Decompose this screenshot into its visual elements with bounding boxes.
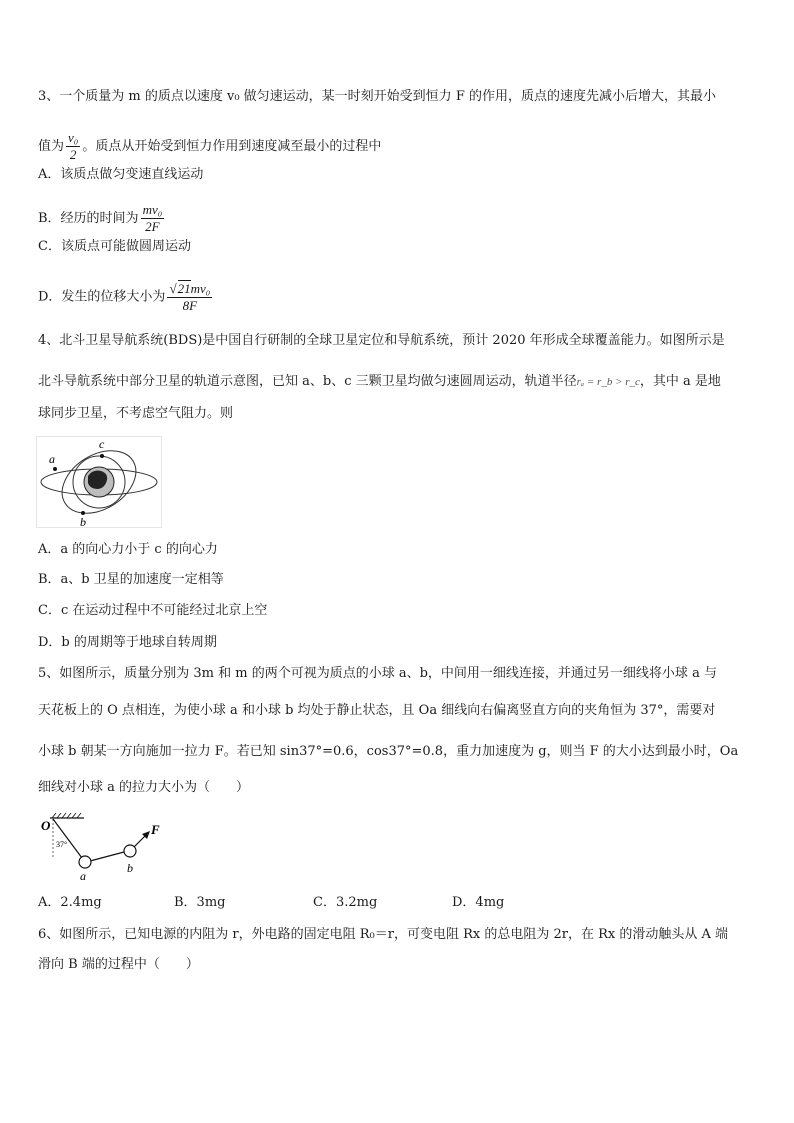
q3-line2-pre: 值为: [38, 139, 65, 154]
q5-option-b: B．3mg: [174, 895, 226, 910]
q3-option-b-num: mv₀: [142, 202, 163, 217]
q4-stem-line3: 球同步卫星，不考虑空气阻力。则: [38, 406, 234, 421]
q5-stem-line4: 细线对小球 a 的拉力大小为（ ）: [38, 780, 250, 795]
q3-option-b: [38, 202, 166, 235]
q4-option-b: B．a、b 卫星的加速度一定相等: [38, 572, 224, 587]
q5-stem-line1: 5、如图所示，质量分别为 3m 和 m 的两个可视为质点的小球 a、b，中间用一细线连接，并通过另一细线将小球 a 与: [38, 666, 717, 681]
q4-option-c: C．c 在运动过程中不可能经过北京上空: [38, 603, 268, 618]
q3-option-b-den: 2F: [145, 219, 160, 234]
q6-stem-line1: 6、如图所示，已知电源的内阻为 r，外电路的固定电阻 R₀＝r，可变电阻 Rx 的总电阻为 2r，在 Rx 的滑动触头从 A 端: [38, 927, 729, 942]
q3-option-d-num-rest: mv₀: [190, 281, 211, 296]
q3-option-b-fraction: [141, 202, 165, 235]
q3-frac-den: 2: [69, 147, 77, 162]
q4-stem-line1: 4、北斗卫星导航系统(BDS)是中国自行研制的全球卫星定位和导航系统，预计 2020 年形成全球覆盖能力。如图所示是: [38, 333, 725, 348]
string-ab: [90, 852, 124, 861]
q5-option-a: A．2.4mg: [38, 895, 102, 910]
label-b: b: [80, 515, 86, 528]
label-O: O: [41, 818, 51, 833]
q3-option-d: [38, 280, 214, 314]
label-c: c: [99, 437, 105, 451]
q4-option-a: A．a 的向心力小于 c 的向心力: [38, 542, 218, 557]
q5-pendulum-diagram: [38, 812, 178, 884]
q3-option-c: C．该质点可能做圆周运动: [38, 239, 191, 254]
ceiling-hatch: [52, 813, 81, 818]
q3-frac-num: v₀: [68, 130, 79, 145]
q4-radius-relation: rₐ = r_b > r_c: [576, 376, 640, 388]
q5-stem-line3: 小球 b 朝某一方向施加一拉力 F。若已知 sin37°=0.6，cos37°=0.8，重力加速度为 g，则当 F 的大小达到最小时，Oa: [38, 744, 739, 759]
q4-line2-pre: 北斗导航系统中部分卫星的轨道示意图，已知 a、b、c 三颗卫星均做匀速圆周运动，轨道半径: [38, 374, 577, 389]
q4-stem-line2: [38, 373, 721, 391]
q4-orbit-diagram: [36, 436, 162, 528]
string-oa: [53, 819, 82, 858]
q3-option-d-pre: D．发生的位移大小为: [38, 289, 166, 305]
q5-option-c: C．3.2mg: [313, 895, 378, 910]
q3-line2-post: 。质点从开始受到恒力作用到速度减至最小的过程中: [82, 139, 382, 154]
q3-stem-line2: [38, 130, 381, 163]
satellite-c-dot: [100, 454, 104, 458]
q4-option-d: D．b 的周期等于地球自转周期: [38, 635, 217, 650]
label-a: a: [80, 869, 86, 883]
q3-option-d-fraction: [167, 280, 212, 314]
q5-stem-line2: 天花板上的 O 点相连，为使小球 a 和小球 b 均处于静止状态，且 Oa 细线向右偏离竖直方向的夹角恒为 37°，需要对: [38, 703, 716, 718]
q3-fraction-v0-over-2: [66, 130, 80, 163]
label-angle: 37°: [56, 840, 68, 849]
q3-option-d-sqrt: 21: [177, 281, 191, 296]
label-F: F: [151, 822, 160, 837]
q3-option-b-pre: B．经历的时间为: [38, 211, 139, 226]
q6-stem-line2: 滑向 B 端的过程中（ ）: [38, 957, 199, 972]
q3-option-d-den: 8F: [182, 298, 198, 313]
label-b: b: [127, 861, 133, 875]
ball-a: [79, 856, 91, 868]
q3-stem-line1: 3、一个质量为 m 的质点以速度 v₀ 做匀速运动，某一时刻开始受到恒力 F 的作用，质点的速度先减小后增大，其最小: [38, 89, 716, 104]
q4-line2-post: ，其中 a 是地: [639, 374, 721, 389]
satellite-a-dot: [53, 467, 57, 471]
q3-option-a: A．该质点做匀变速直线运动: [38, 167, 204, 182]
label-a: a: [49, 452, 55, 466]
q3-option-d-num: √21mv₀: [169, 281, 211, 296]
q5-option-d: D．4mg: [452, 895, 505, 910]
